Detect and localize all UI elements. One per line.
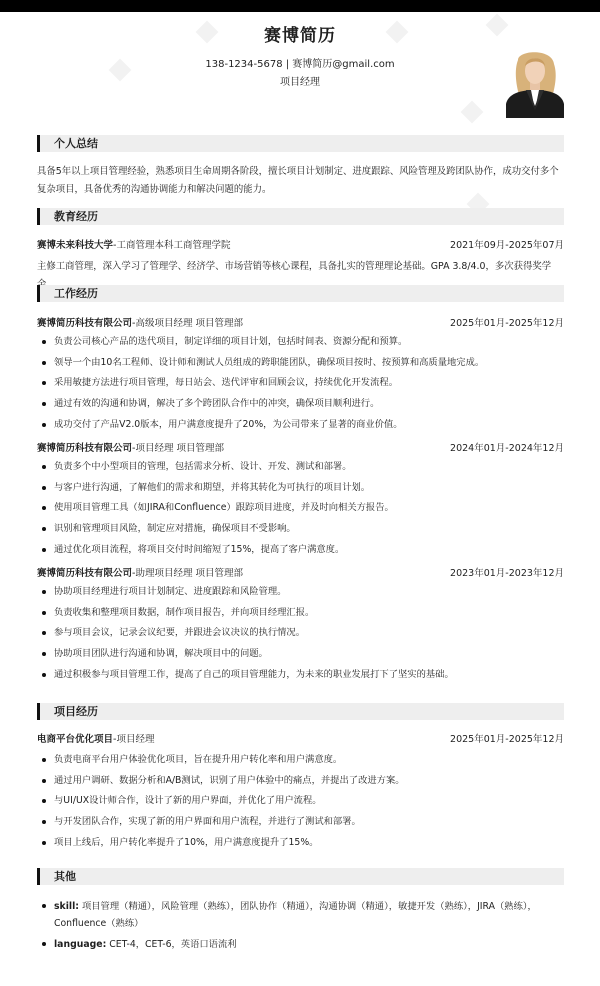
section-header-other: 其他	[37, 868, 564, 885]
candidate-name: 赛博简历	[264, 26, 336, 46]
list-item: 负责电商平台用户体验优化项目，旨在提升用户转化率和用户满意度。	[37, 750, 564, 771]
section-header-summary: 个人总结	[37, 135, 564, 152]
education-description: 主修工商管理，深入学习了管理学、经济学、市场营销等核心课程，具备扎实的管理理论基础。GPA 3.8/4.0，多次获得奖学	[37, 261, 552, 272]
section-header-projects: 项目经历	[37, 703, 564, 720]
work-date: 2024年01月-2024年12月	[450, 443, 564, 454]
section-header-work: 工作经历	[37, 285, 564, 302]
project-role: -项目经理	[113, 734, 155, 745]
contact-info: 138-1234-5678 | 赛博简历@gmail.com	[205, 59, 395, 70]
section-header-education: 教育经历	[37, 208, 564, 225]
list-item: 项目上线后，用户转化率提升了10%，用户满意度提升了15%。	[37, 833, 564, 854]
project-entry-header	[37, 732, 564, 748]
language-label: language:	[54, 939, 107, 950]
summary-text: 具备5年以上项目管理经验，熟悉项目生命周期各阶段，擅长项目计划制定、进度跟踪、风险管理及跨团队协作，成功交付多个复杂项目，具备优秀的沟通协调能力和解决问题的能力。	[37, 166, 559, 195]
education-row	[37, 238, 564, 254]
work-role: -助理项目经理 项目管理部	[132, 568, 243, 579]
work-date: 2025年01月-2025年12月	[450, 318, 564, 329]
list-item: 使用项目管理工具（如JIRA和Confluence）跟踪项目进度，并及时向相关方报告。	[37, 498, 564, 519]
job-title: 项目经理	[280, 77, 320, 88]
list-item: 采用敏捷方法进行项目管理，每日站会、迭代评审和回顾会议，持续优化开发流程。	[37, 373, 564, 394]
work-bullets	[37, 457, 564, 561]
list-item: 通过有效的沟通和协调，解决了多个跨团队合作中的冲突，确保项目顺利进行。	[37, 394, 564, 415]
list-item: 与UI/UX设计师合作，设计了新的用户界面，并优化了用户流程。	[37, 791, 564, 812]
work-bullets	[37, 582, 564, 686]
work-entry-header	[37, 316, 564, 332]
work-date: 2023年01月-2023年12月	[450, 568, 564, 579]
portrait-image	[504, 46, 566, 118]
company-name: 赛博简历科技有限公司	[37, 568, 133, 579]
list-item: 参与项目会议，记录会议纪要，并跟进会议决议的执行情况。	[37, 623, 564, 644]
project-name: 电商平台优化项目	[37, 734, 114, 745]
project-bullets	[37, 750, 564, 854]
language-text: CET-4，CET-6，英语口语流利	[106, 939, 237, 950]
project-date: 2025年01月-2025年12月	[450, 734, 564, 745]
language-item	[37, 936, 564, 953]
list-item: 负责多个中小型项目的管理，包括需求分析、设计、开发、测试和部署。	[37, 457, 564, 478]
company-name: 赛博简历科技有限公司	[37, 318, 133, 329]
list-item: 通过积极参与项目管理工作，提高了自己的项目管理能力，为未来的职业发展打下了坚实的基础。	[37, 665, 564, 686]
list-item: 与客户进行沟通，了解他们的需求和期望，并将其转化为可执行的项目计划。	[37, 478, 564, 499]
list-item: 负责公司核心产品的迭代项目，制定详细的项目计划，包括时间表、资源分配和预算。	[37, 332, 564, 353]
work-role: -项目经理 项目管理部	[132, 443, 224, 454]
list-item: 成功交付了产品V2.0版本，用户满意度提升了20%，为公司带来了显著的商业价值。	[37, 415, 564, 436]
list-item: 通过优化项目流程，将项目交付时间缩短了15%，提高了客户满意度。	[37, 540, 564, 561]
work-entry-header	[37, 566, 564, 582]
decor-diamond	[461, 101, 484, 124]
skill-text: 项目管理（精通），风险管理（熟练），团队协作（精通），沟通协调（精通），敏捷开发（熟练），JIRA（熟练），Confluence（熟练）	[54, 901, 537, 929]
list-item: 识别和管理项目风险，制定应对措施，确保项目不受影响。	[37, 519, 564, 540]
list-item: 负责收集和整理项目数据，制作项目报告，并向项目经理汇报。	[37, 603, 564, 624]
company-name: 赛博简历科技有限公司	[37, 443, 133, 454]
work-entry-header	[37, 441, 564, 457]
list-item: 协助项目经理进行项目计划制定、进度跟踪和风险管理。	[37, 582, 564, 603]
list-item: 协助项目团队进行沟通和协调，解决项目中的问题。	[37, 644, 564, 665]
skill-item	[37, 898, 564, 932]
other-bullets	[37, 898, 564, 957]
degree-detail: -工商管理本科工商管理学院	[113, 240, 231, 251]
list-item: 与开发团队合作，实现了新的用户界面和用户流程，并进行了测试和部署。	[37, 812, 564, 833]
profile-photo	[504, 46, 566, 118]
list-item: 通过用户调研、数据分析和A/B测试，识别了用户体验中的痛点，并提出了改进方案。	[37, 771, 564, 792]
work-role: -高级项目经理 项目管理部	[132, 318, 243, 329]
top-bar	[0, 0, 600, 12]
school-name: 赛博未来科技大学	[37, 240, 114, 251]
list-item: 领导一个由10名工程师、设计师和测试人员组成的跨职能团队，确保项目按时、按预算和高质量地完成。	[37, 353, 564, 374]
education-date: 2021年09月-2025年07月	[450, 240, 564, 251]
work-bullets	[37, 332, 564, 436]
skill-label: skill:	[54, 901, 79, 912]
